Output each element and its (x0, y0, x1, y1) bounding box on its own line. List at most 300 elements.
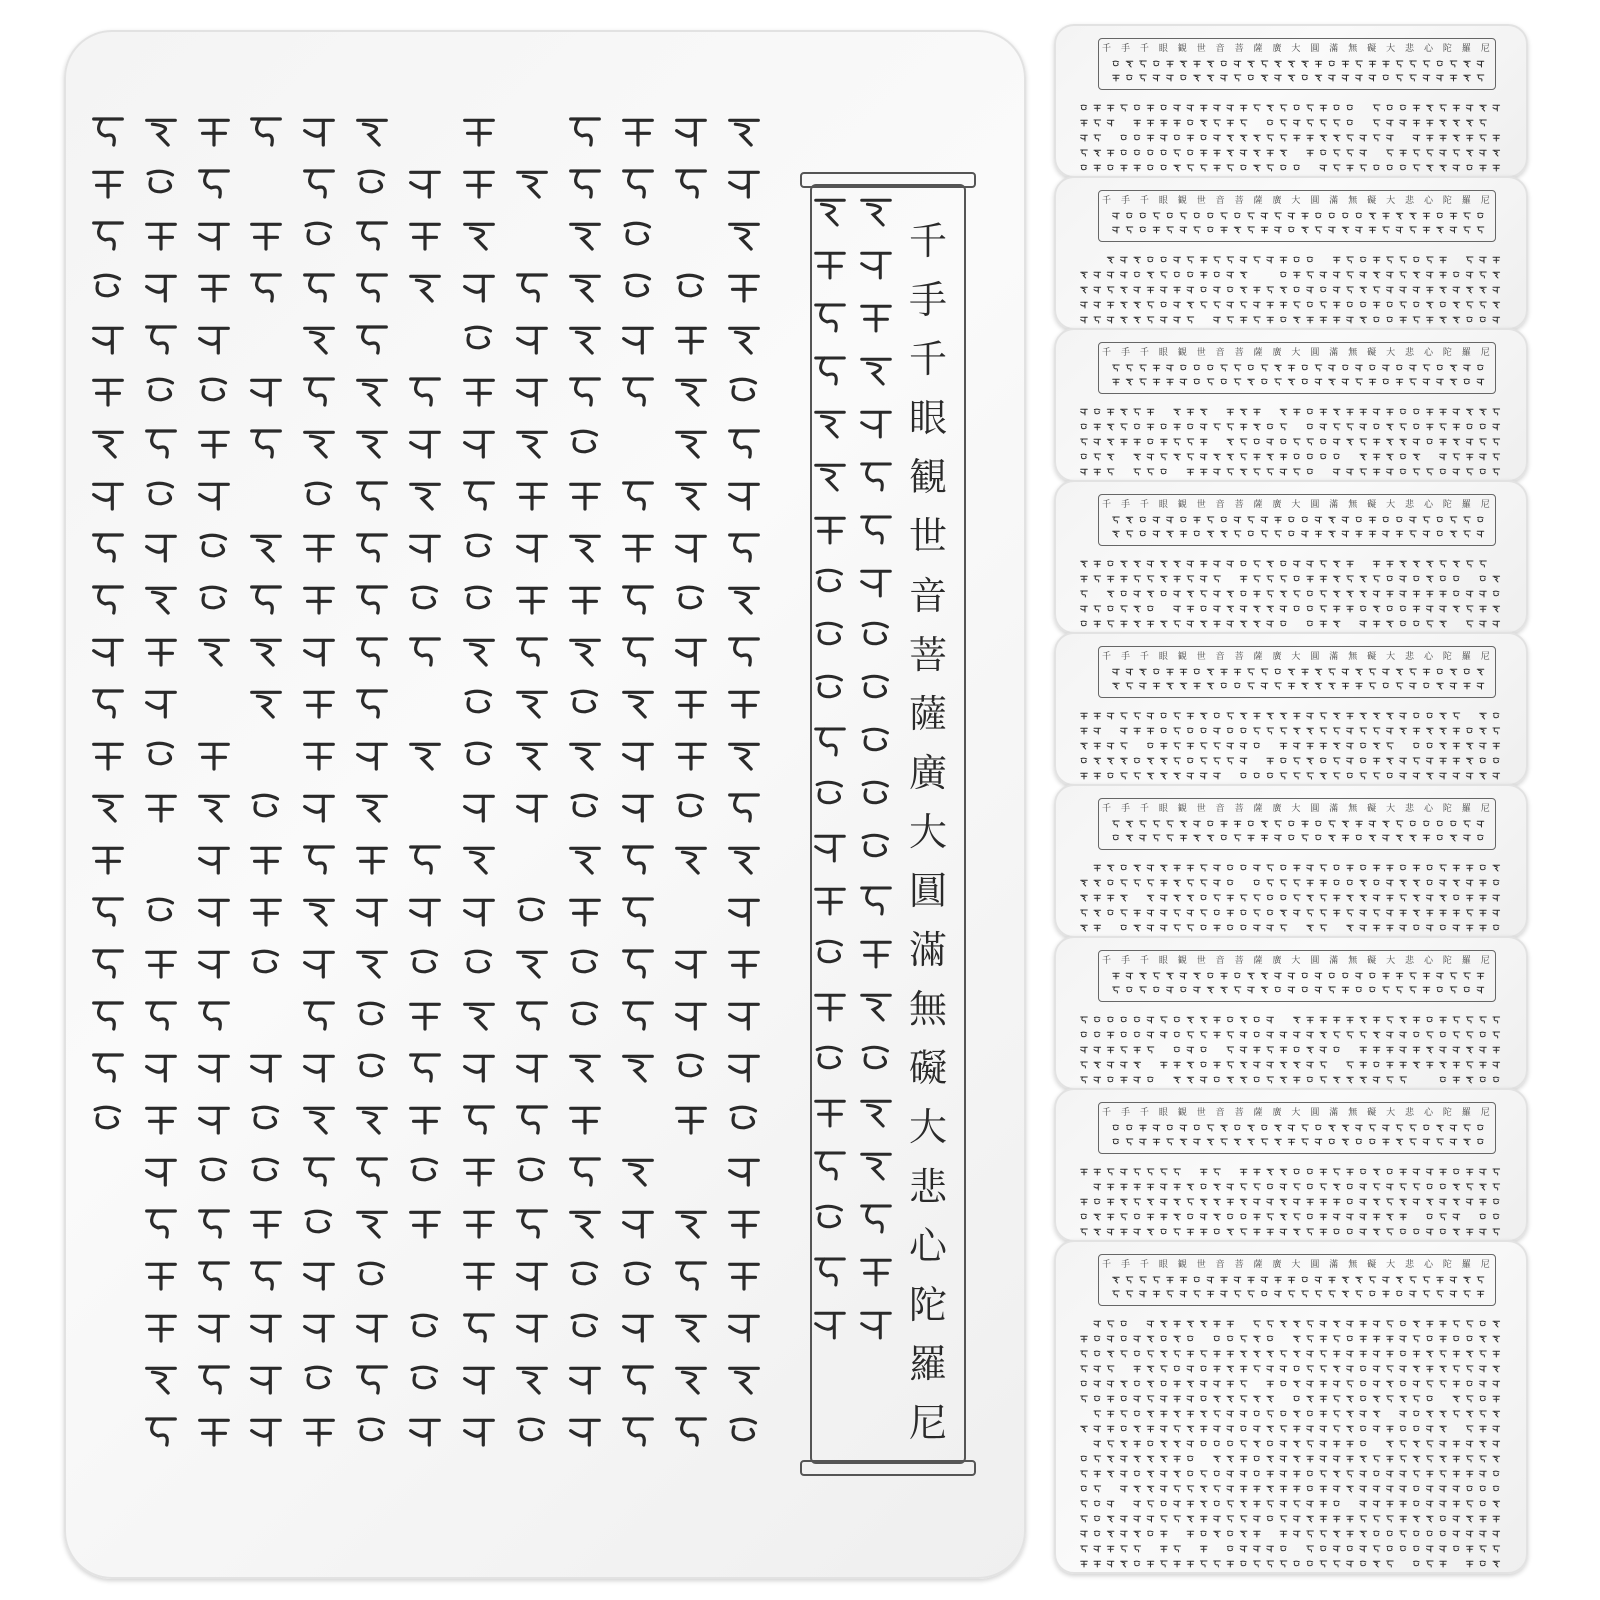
small-title-char: 圓 (1310, 196, 1320, 206)
glyph (1134, 606, 1141, 612)
glyph (1478, 1125, 1484, 1130)
glyph (1240, 1381, 1247, 1387)
glyph (1121, 591, 1127, 596)
glyph (1167, 683, 1174, 689)
glyph (465, 1315, 494, 1341)
small-title-char: 薩 (1253, 44, 1263, 54)
glyph (1254, 895, 1261, 901)
small-title-char: 千 (1139, 1108, 1149, 1118)
glyph (1307, 576, 1314, 582)
glyph (1174, 743, 1181, 749)
glyph (1288, 973, 1295, 979)
glyph (1280, 409, 1287, 415)
glyph (1094, 1456, 1101, 1462)
glyph (1248, 1291, 1255, 1297)
glyph (1134, 439, 1141, 445)
glyph (1200, 1229, 1207, 1235)
small-title-char: 菩 (1234, 44, 1244, 54)
glyph (1467, 728, 1473, 733)
glyph (1113, 821, 1120, 827)
glyph (1427, 621, 1434, 627)
small-title-char: 悲 (1405, 956, 1415, 966)
glyph (1174, 317, 1181, 323)
glyph (1347, 910, 1354, 916)
glyph (1387, 1321, 1394, 1327)
glyph (1121, 409, 1128, 415)
glyph (730, 1264, 759, 1289)
glyph (1221, 61, 1227, 66)
glyph (1387, 287, 1394, 293)
glyph (1207, 517, 1214, 523)
glyph (1107, 317, 1114, 323)
glyph (1360, 773, 1367, 779)
glyph (730, 1056, 759, 1081)
glyph (624, 1212, 653, 1237)
glyph (1453, 1017, 1460, 1023)
glyph (1307, 1017, 1314, 1023)
glyph (1400, 1531, 1407, 1537)
glyph (1453, 135, 1460, 141)
glyph (1081, 454, 1087, 459)
glyph (1134, 1441, 1141, 1447)
glyph (1174, 561, 1181, 567)
glyph (1400, 287, 1407, 293)
glyph (1387, 895, 1394, 901)
glyph (1214, 302, 1221, 308)
small-title-char: 尼 (1480, 804, 1490, 814)
glyph (1414, 1486, 1420, 1491)
glyph (1466, 880, 1473, 886)
glyph (1081, 621, 1087, 626)
glyph (1373, 1351, 1380, 1357)
glyph (1121, 424, 1128, 430)
glyph (359, 1055, 383, 1076)
glyph (1227, 1062, 1234, 1068)
glyph (1280, 1199, 1287, 1205)
small-title-char: 悲 (1405, 804, 1415, 814)
glyph (305, 1264, 334, 1289)
glyph (1413, 728, 1420, 734)
glyph (1154, 987, 1160, 992)
glyph (1288, 669, 1295, 675)
glyph (1187, 287, 1194, 293)
glyph (1281, 317, 1287, 322)
small-title-char: 薩 (1253, 196, 1263, 206)
glyph (1466, 1047, 1473, 1053)
glyph (1493, 1184, 1500, 1190)
glyph (1241, 1214, 1247, 1219)
glyph (1161, 561, 1168, 567)
glyph (1261, 61, 1268, 67)
glyph (1174, 606, 1181, 612)
glyph (1107, 1531, 1114, 1537)
glyph (1147, 1214, 1154, 1220)
glyph (1261, 531, 1268, 537)
glyph (1180, 531, 1187, 537)
glyph (147, 224, 176, 249)
glyph (1440, 317, 1447, 323)
glyph (1267, 1321, 1274, 1327)
glyph (1453, 880, 1460, 886)
glyph (731, 1419, 755, 1440)
glyph (1294, 272, 1301, 278)
glyph (200, 432, 229, 457)
glyph (1254, 1471, 1260, 1476)
glyph (518, 1056, 547, 1081)
small-title-char: 礙 (1367, 500, 1377, 510)
glyph (1320, 621, 1327, 627)
glyph (1081, 1366, 1088, 1372)
glyph (1307, 317, 1314, 323)
glyph (200, 640, 229, 665)
glyph (1387, 1441, 1394, 1447)
glyph (1121, 1047, 1128, 1053)
small-title-char: 尼 (1480, 348, 1490, 358)
glyph (1174, 591, 1181, 597)
glyph (1360, 606, 1366, 611)
glyph (465, 276, 494, 301)
glyph (1373, 1516, 1380, 1522)
glyph (1466, 1396, 1473, 1402)
glyph (1161, 728, 1167, 733)
glyph (1347, 606, 1354, 612)
glyph (1320, 1214, 1327, 1220)
glyph (1360, 1441, 1366, 1446)
glyph (1248, 531, 1254, 536)
glyph (1333, 424, 1340, 430)
small-title-char: 大 (1291, 804, 1301, 814)
glyph (1400, 1032, 1407, 1038)
glyph (1280, 257, 1287, 263)
glyph (1275, 531, 1282, 537)
title-char: 悲 (908, 1164, 947, 1209)
glyph (1440, 1199, 1447, 1205)
glyph (1254, 302, 1261, 308)
glyph (1280, 925, 1287, 931)
glyph (1200, 1381, 1207, 1387)
glyph (1194, 213, 1200, 218)
glyph (730, 744, 759, 769)
small-title-char: 菩 (1234, 804, 1244, 814)
glyph (624, 796, 653, 821)
glyph (1254, 1336, 1261, 1342)
glyph (1227, 1471, 1234, 1477)
glyph (1094, 1426, 1101, 1432)
glyph (1480, 424, 1486, 429)
glyph (1121, 895, 1128, 901)
glyph (1347, 272, 1354, 278)
glyph (1134, 1531, 1141, 1537)
glyph (1360, 1381, 1366, 1386)
glyph (252, 692, 281, 717)
glyph (1427, 880, 1433, 885)
glyph (1254, 1351, 1261, 1357)
glyph (1373, 1486, 1380, 1492)
glyph (1477, 75, 1484, 81)
glyph (1333, 728, 1340, 734)
glyph (305, 588, 334, 613)
small-title-char: 手 (1120, 348, 1130, 358)
glyph (200, 1056, 229, 1081)
glyph (1396, 973, 1403, 979)
glyph (1254, 743, 1260, 748)
glyph (1493, 880, 1499, 885)
glyph (1373, 561, 1380, 567)
glyph (1493, 606, 1500, 612)
glyph (1480, 728, 1487, 734)
glyph (1187, 424, 1193, 429)
glyph (1134, 576, 1141, 582)
glyph (1427, 1184, 1433, 1189)
small-sutra-card (1054, 1240, 1528, 1574)
glyph (1410, 1277, 1417, 1283)
glyph (1347, 1184, 1353, 1189)
glyph (1187, 1077, 1194, 1083)
glyph (1315, 75, 1322, 81)
glyph (1161, 1351, 1168, 1357)
glyph (731, 379, 755, 400)
small-title-char: 観 (1177, 1260, 1187, 1270)
glyph (1400, 1077, 1407, 1083)
glyph (1453, 1077, 1460, 1083)
glyph (1174, 1017, 1180, 1022)
glyph (358, 848, 387, 873)
glyph (1294, 1062, 1301, 1068)
glyph (1187, 1336, 1193, 1341)
glyph (1347, 728, 1354, 734)
glyph (1453, 1381, 1460, 1387)
glyph (1180, 1139, 1187, 1145)
glyph (1387, 743, 1394, 749)
glyph (518, 1107, 547, 1133)
glyph (1373, 1381, 1380, 1387)
small-title-char: 心 (1423, 500, 1433, 510)
glyph (1307, 1546, 1314, 1552)
glyph (1413, 1381, 1420, 1387)
glyph (1126, 1277, 1133, 1283)
glyph (1396, 1277, 1403, 1283)
glyph (1174, 576, 1181, 582)
glyph (412, 1367, 436, 1388)
glyph (1464, 973, 1471, 979)
glyph (1081, 713, 1088, 719)
glyph (1221, 1139, 1228, 1145)
glyph (1140, 213, 1146, 218)
small-title-char: 廣 (1272, 1260, 1282, 1270)
glyph (1477, 683, 1484, 689)
glyph (1302, 973, 1308, 978)
glyph (252, 1368, 281, 1393)
glyph (1200, 561, 1207, 567)
glyph (1187, 1062, 1194, 1068)
glyph (1383, 973, 1390, 979)
glyph (1387, 1199, 1394, 1205)
glyph (1360, 1366, 1366, 1371)
glyph (1294, 120, 1301, 126)
glyph (1214, 150, 1221, 156)
glyph (1280, 135, 1287, 141)
glyph (1373, 1184, 1380, 1190)
small-title-char: 尼 (1480, 500, 1490, 510)
glyph (1240, 469, 1247, 475)
glyph (1387, 1471, 1394, 1477)
small-title-char: 廣 (1272, 956, 1282, 966)
glyph (1383, 1139, 1390, 1145)
glyph (1480, 287, 1487, 293)
small-title-char: 手 (1120, 1108, 1130, 1118)
glyph (1347, 880, 1353, 885)
glyph (1107, 1032, 1114, 1038)
glyph (1121, 1456, 1128, 1462)
glyph (1227, 1047, 1234, 1053)
glyph (1201, 895, 1207, 900)
glyph (1241, 865, 1247, 870)
glyph (1240, 1077, 1247, 1083)
glyph (1333, 1516, 1340, 1522)
glyph (1201, 1184, 1207, 1189)
glyph (1094, 865, 1101, 871)
glyph (1107, 1229, 1114, 1235)
glyph (1134, 1169, 1141, 1175)
glyph (1360, 880, 1367, 886)
glyph (1427, 561, 1434, 567)
glyph (1227, 135, 1234, 141)
glyph (1180, 61, 1187, 67)
glyph (1267, 120, 1273, 125)
glyph (1174, 713, 1181, 719)
small-sutra-card (1054, 936, 1528, 1090)
glyph (1333, 621, 1340, 627)
title-char: 尼 (908, 1400, 947, 1445)
glyph (95, 275, 119, 296)
small-title-char: 礙 (1367, 804, 1377, 814)
glyph (1493, 1486, 1499, 1491)
glyph (252, 1056, 281, 1081)
glyph (1234, 821, 1241, 827)
glyph (1356, 213, 1362, 218)
glyph (1423, 531, 1430, 537)
glyph (1126, 973, 1133, 979)
glyph (1410, 1139, 1417, 1145)
glyph (863, 729, 887, 750)
glyph (1315, 517, 1322, 523)
glyph (1267, 758, 1274, 764)
glyph (1347, 1441, 1354, 1447)
glyph (1334, 105, 1340, 110)
glyph (1373, 576, 1380, 582)
glyph (1167, 987, 1174, 993)
glyph (1147, 1017, 1154, 1023)
glyph (1316, 821, 1322, 826)
glyph (1370, 365, 1376, 370)
glyph (1161, 454, 1168, 460)
glyph (1453, 302, 1460, 308)
glyph (1275, 61, 1282, 67)
glyph (1453, 925, 1460, 931)
glyph (1400, 1486, 1407, 1492)
glyph (1200, 576, 1207, 582)
glyph (1302, 227, 1309, 233)
glyph (94, 1003, 123, 1029)
glyph (1307, 1199, 1314, 1205)
small-title-char: 大 (1386, 348, 1396, 358)
glyph (1147, 576, 1154, 582)
glyph (1370, 973, 1376, 978)
glyph (1360, 1471, 1367, 1477)
glyph (1413, 773, 1420, 779)
glyph (1493, 1199, 1499, 1204)
glyph (1466, 409, 1473, 415)
glyph (518, 744, 547, 769)
glyph (1153, 1291, 1160, 1297)
glyph (1440, 409, 1447, 415)
glyph (1214, 1199, 1221, 1205)
glyph (1200, 1426, 1207, 1432)
glyph (1453, 1516, 1460, 1522)
glyph (1275, 1291, 1282, 1297)
small-title-char: 礙 (1367, 196, 1377, 206)
glyph (1464, 1125, 1471, 1131)
glyph (1464, 987, 1470, 992)
glyph (624, 899, 653, 925)
glyph (1275, 835, 1282, 841)
glyph (1161, 773, 1168, 779)
glyph (305, 328, 334, 353)
glyph (1383, 821, 1390, 827)
glyph (1307, 773, 1314, 779)
glyph (1254, 1229, 1261, 1235)
glyph (1081, 165, 1087, 170)
glyph (677, 1004, 706, 1029)
glyph (730, 328, 759, 353)
glyph (1240, 1184, 1247, 1190)
glyph (1423, 1277, 1430, 1283)
glyph (1347, 1366, 1354, 1372)
glyph (1214, 758, 1221, 764)
glyph (1373, 1017, 1380, 1023)
glyph (1267, 773, 1273, 778)
glyph (1466, 1229, 1473, 1235)
glyph (1140, 821, 1147, 827)
glyph (1427, 302, 1434, 308)
glyph (1081, 576, 1088, 582)
glyph (1261, 973, 1268, 979)
glyph (1320, 743, 1327, 749)
glyph (1493, 1062, 1500, 1068)
glyph (1464, 835, 1471, 841)
glyph (465, 1420, 494, 1445)
small-title-char: 観 (1177, 500, 1187, 510)
glyph (1267, 1351, 1274, 1357)
glyph (1347, 1381, 1354, 1387)
glyph (1261, 821, 1268, 827)
glyph (1081, 591, 1088, 597)
small-title-char: 滿 (1329, 196, 1339, 206)
glyph (1214, 1366, 1221, 1372)
glyph (1307, 713, 1314, 719)
glyph (1387, 591, 1394, 597)
glyph (624, 536, 653, 561)
glyph (1161, 1531, 1168, 1537)
glyph (1307, 409, 1313, 414)
glyph (1440, 469, 1446, 474)
glyph (817, 1047, 841, 1068)
glyph (816, 412, 845, 437)
glyph (1113, 365, 1120, 371)
glyph (1427, 135, 1434, 141)
glyph (1453, 1441, 1460, 1447)
glyph (1081, 910, 1088, 916)
